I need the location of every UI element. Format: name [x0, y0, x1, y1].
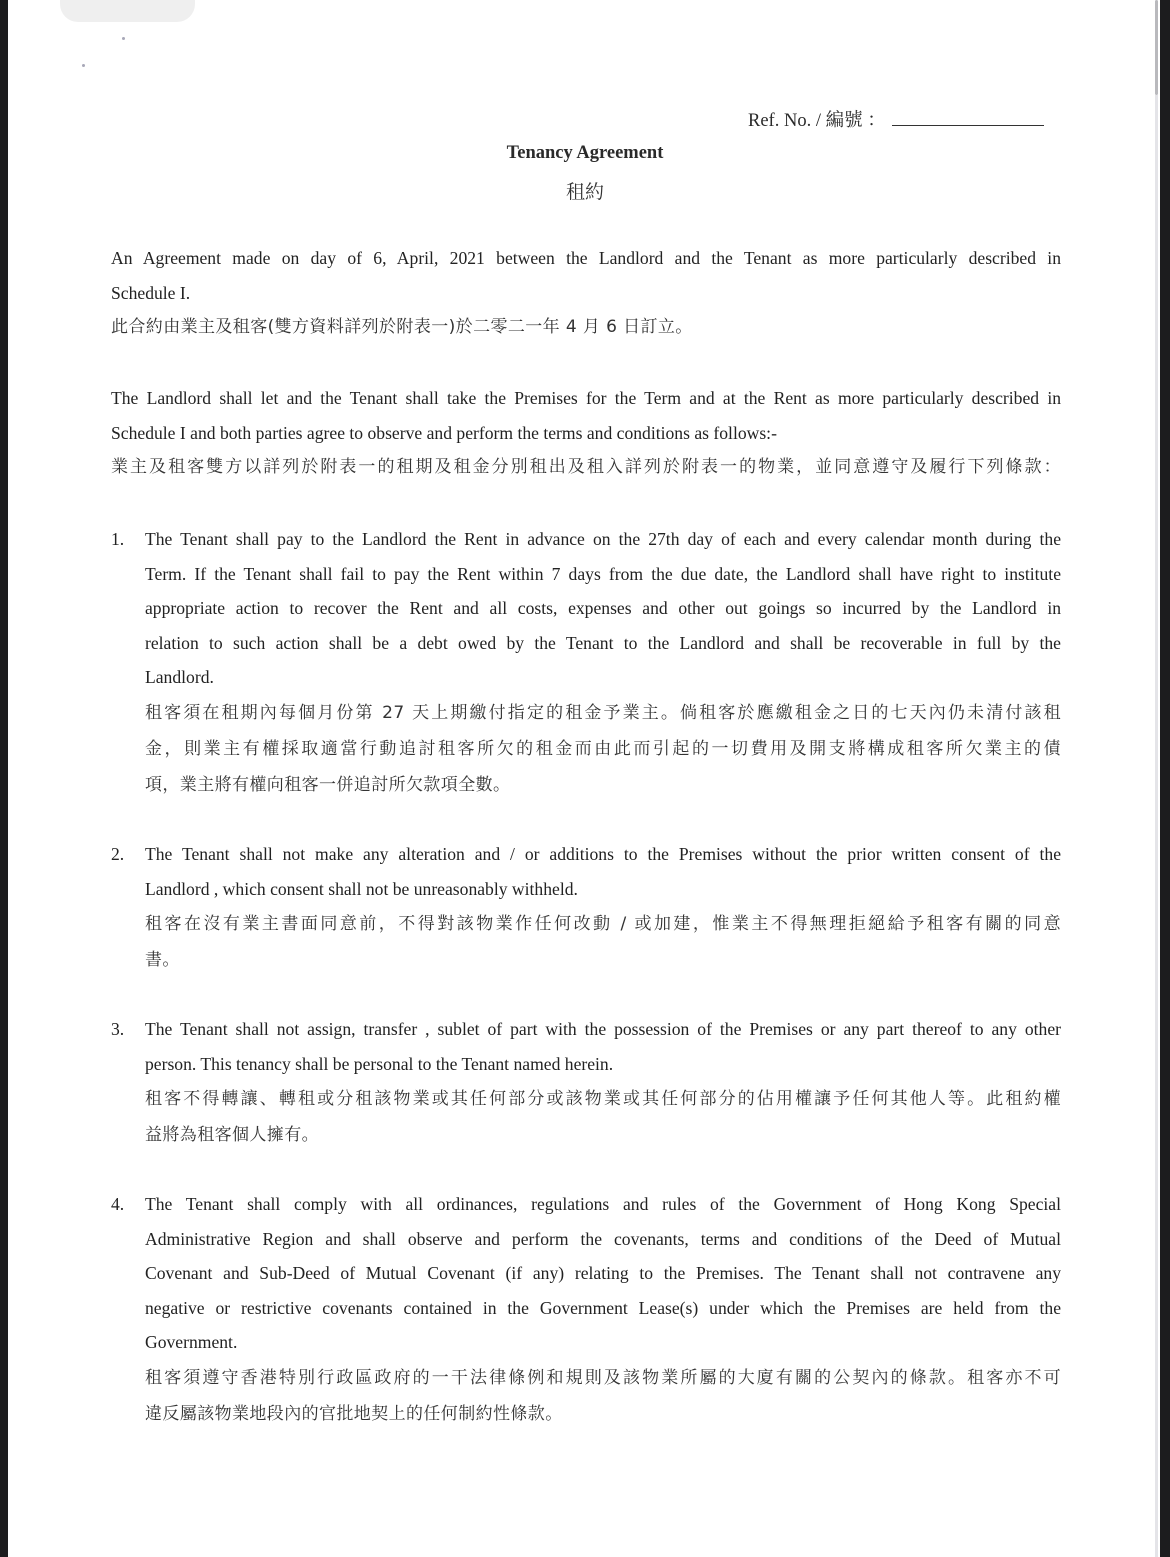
ref-number-field: [748, 106, 1044, 132]
clause-en-line: relation to such action shall be a debt owed by the Tenant to the Landlord and shall be recoverable in full by the: [145, 632, 1061, 653]
clause-zh-line: 益將為租客個人擁有。: [145, 1125, 319, 1145]
scan-speck: [122, 37, 125, 40]
clause-zh-line: 金，則業主有權採取適當行動追討租客所欠的租金而由此而引起的一切費用及開支將構成租客所欠業主的債: [145, 738, 1061, 759]
ref-number-label: Ref. No. / 編號 ：: [748, 111, 886, 131]
clause-1: [111, 522, 1061, 803]
clause-zh-line: 違反屬該物業地段內的官批地契上的任何制約性條款。: [145, 1403, 563, 1424]
top-pull-tab[interactable]: [60, 0, 195, 22]
clause-zh-line: 租客在沒有業主書面同意前，不得對該物業作任何改動 / 或加建，惟業主不得無理拒絕給予租客有關的同意: [145, 914, 1061, 934]
clause-en-line: person. This tenancy shall be personal to the Tenant named herein.: [145, 1053, 614, 1074]
preamble-en-line: The Landlord shall let and the Tenant shall take the Premises for the Term and at the Rent as more particularly described in: [111, 388, 1061, 408]
clause-en-line: The Tenant shall comply with all ordinances, regulations and rules of the Government of Hong Kong Special: [145, 1194, 1061, 1214]
clause-zh-line: 租客不得轉讓、轉租或分租該物業或其任何部分或該物業或其任何部分的佔用權讓予任何其他人等。此租約權: [145, 1089, 1061, 1109]
clause-number: 1.: [111, 529, 125, 549]
clause-number: 4.: [111, 1194, 125, 1214]
preamble-en-line: Schedule I and both parties agree to observe and perform the terms and conditions as follows:-: [111, 422, 777, 443]
clause-zh-line: 租客須遵守香港特別行政區政府的一干法律條例和規則及該物業所屬的大廈有關的公契內的條款。租客亦不可: [145, 1367, 1061, 1388]
clause-en-line: Administrative Region and shall observe and perform the covenants, terms and conditions of the Deed of Mutual: [145, 1228, 1061, 1249]
preamble-zh-line: 業主及租客雙方以詳列於附表一的租期及租金分別租出及租入詳列於附表一的物業，並同意遵守及履行下列條款：: [111, 457, 1061, 477]
clause-zh-line: 書。: [145, 950, 180, 970]
clause-en-line: The Tenant shall not make any alteration and / or additions to the Premises without the prior written consent of the: [145, 844, 1061, 864]
intro-paragraph: [111, 241, 1061, 345]
intro-zh-line: 此合約由業主及租客(雙方資料詳列於附表一)於二零二一年 4 月 6 日訂立。: [111, 317, 693, 337]
clause-3: [111, 1012, 1061, 1153]
clause-number: 2.: [111, 844, 125, 864]
clause-en-line: Government.: [145, 1332, 238, 1352]
clause-2: [111, 837, 1061, 978]
clause-en-line: negative or restrictive covenants contained in the Government Lease(s) under which the Premises are held from the: [145, 1297, 1061, 1318]
clause-zh-line: 租客須在租期內每個月份第 27 天上期繳付指定的租金予業主。倘租客於應繳租金之日的七天內仍未清付該租: [145, 702, 1061, 723]
clause-en-line: Term. If the Tenant shall fail to pay the Rent within 7 days from the due date, the Landlord shall have right to institute: [145, 563, 1061, 584]
clause-number: 3.: [111, 1019, 125, 1039]
document-title: Tenancy Agreement: [506, 143, 664, 163]
scrollbar-thumb[interactable]: [1155, 0, 1158, 95]
preamble-paragraph: [111, 381, 1061, 485]
clause-en-line: appropriate action to recover the Rent and all costs, expenses and other out goings so incurred by the Landlord in: [145, 598, 1061, 618]
clause-4: [111, 1187, 1061, 1432]
intro-en-line: An Agreement made on day of 6, April, 2021 between the Landlord and the Tenant as more particularly described in: [111, 248, 1061, 268]
clause-zh-line: 項，業主將有權向租客一併追討所欠款項全數。: [145, 774, 511, 795]
clause-en-line: The Tenant shall not assign, transfer , sublet of part with the possession of the Premises or any part thereof to any other: [145, 1019, 1061, 1039]
scrollbar-track[interactable]: [1155, 95, 1158, 1557]
ref-number-blank-line: [892, 113, 1044, 126]
document-title-chinese: 租約: [565, 182, 604, 203]
clause-en-line: Landlord , which consent shall not be unreasonably withheld.: [145, 878, 578, 899]
clause-en-line: The Tenant shall pay to the Landlord the Rent in advance on the 27th day of each and every calendar month during the: [145, 529, 1061, 549]
intro-en-line: Schedule I.: [111, 282, 191, 303]
scan-speck: [82, 64, 85, 67]
clause-en-line: Covenant and Sub-Deed of Mutual Covenant (if any) relating to the Premises. The Tenant shall not contravene any: [145, 1263, 1061, 1283]
clause-en-line: Landlord.: [145, 667, 214, 687]
